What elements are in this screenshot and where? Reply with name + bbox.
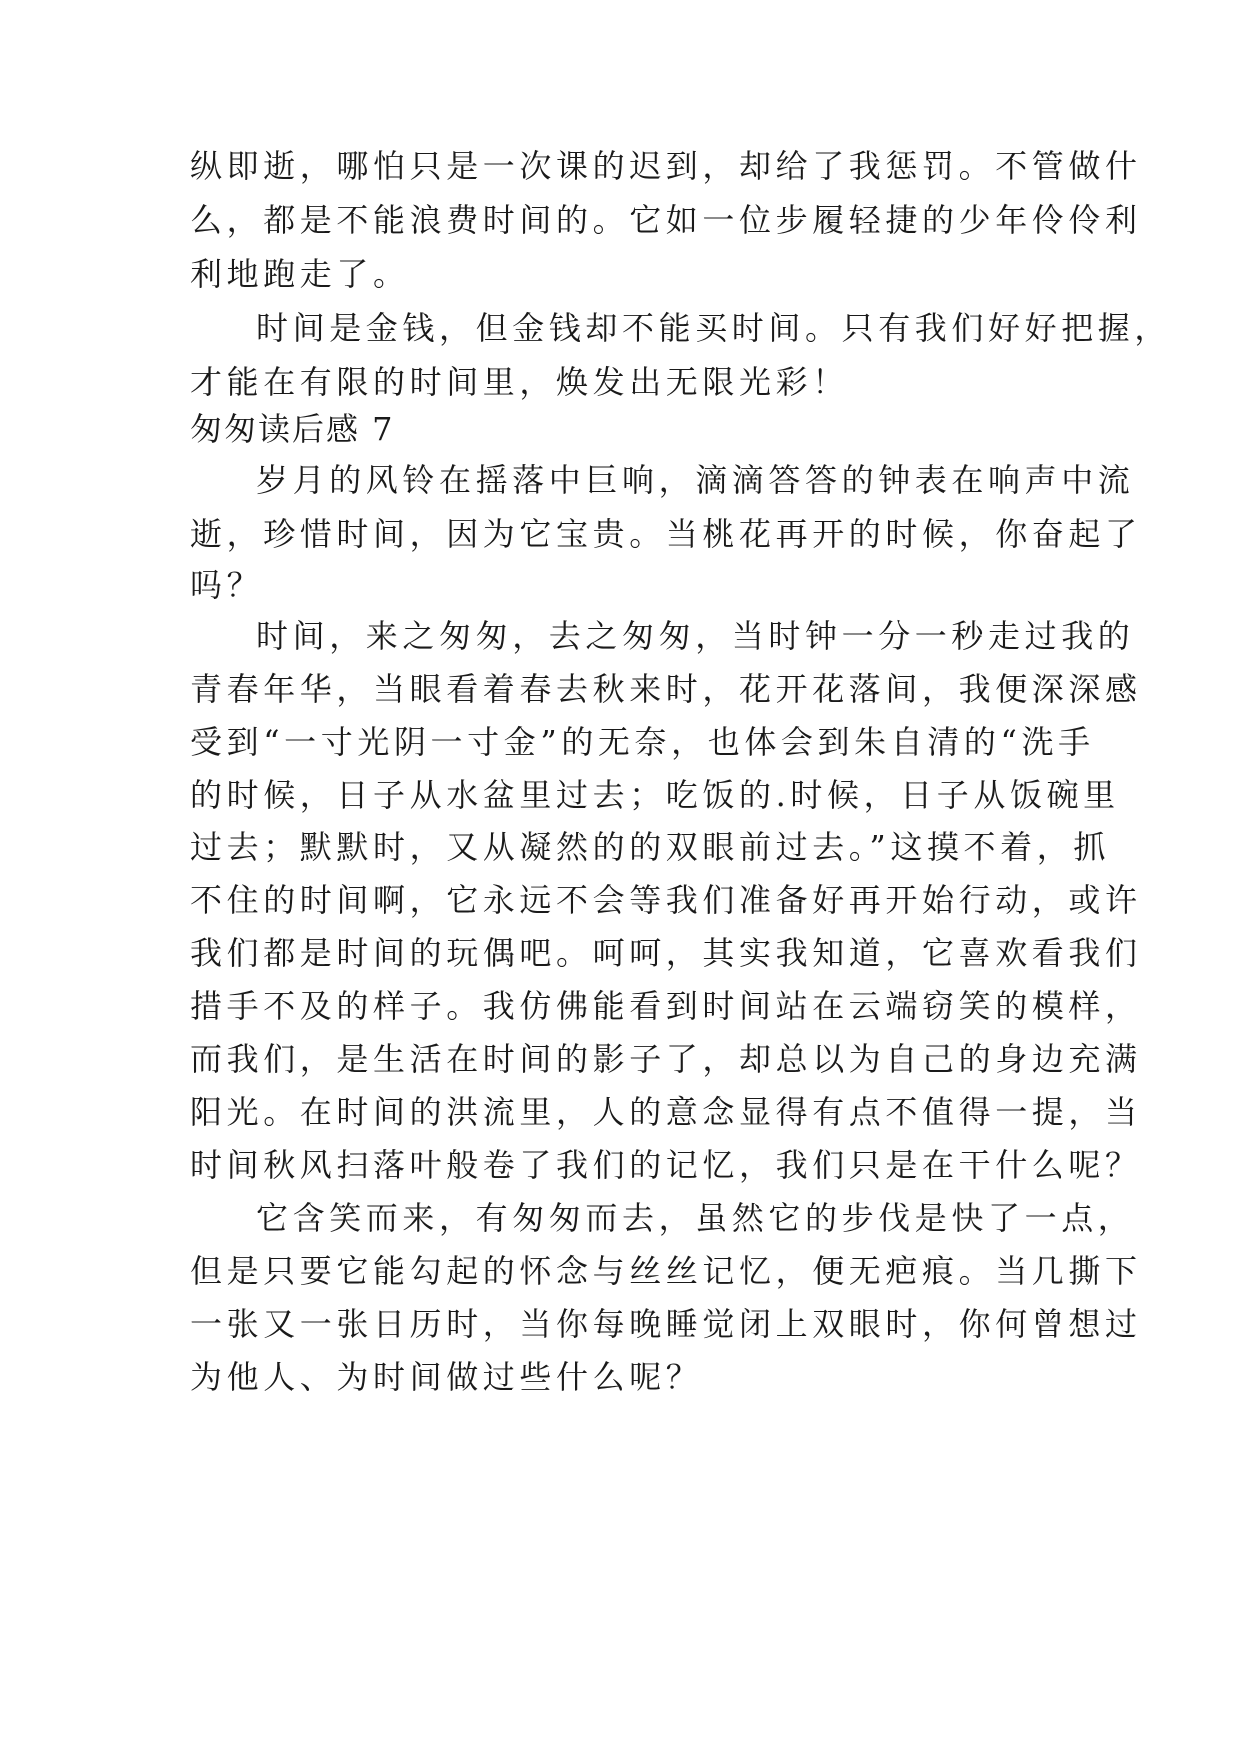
text-line: 才能在有限的时间里，焕发出无限光彩！ (190, 363, 849, 401)
text-line: 措手不及的样子。我仿佛能看到时间站在云端窃笑的模样， (190, 987, 1142, 1025)
paragraph-first-line: 时间，来之匆匆，去之匆匆，当时钟一分一秒走过我的 (256, 617, 1135, 655)
text-line: 阳光。在时间的洪流里，人的意念显得有点不值得一提，当 (190, 1093, 1142, 1131)
text-line: 不住的时间啊，它永远不会等我们准备好再开始行动，或许 (190, 881, 1142, 919)
text-line: 而我们，是生活在时间的影子了，却总以为自己的身边充满 (190, 1040, 1142, 1078)
text-line: 我们都是时间的玩偶吧。呵呵，其实我知道，它喜欢看我们 (190, 934, 1142, 972)
paragraph-first-line: 时间是金钱，但金钱却不能买时间。只有我们好好把握， (256, 309, 1172, 347)
text-line: 过去；默默时，又从凝然的的双眼前过去。”这摸不着，抓 (190, 828, 1110, 866)
text-line: 利地跑走了。 (190, 255, 410, 293)
text-line: 么，都是不能浪费时间的。它如一位步履轻捷的少年伶伶利 (190, 201, 1142, 239)
text-line: 但是只要它能勾起的怀念与丝丝记忆，便无疤痕。当几撕下 (190, 1252, 1142, 1290)
section-heading: 匆匆读后感 7 (190, 410, 395, 448)
text-line: 逝，珍惜时间，因为它宝贵。当桃花再开的时候，你奋起了 (190, 515, 1142, 553)
text-line: 为他人、为时间做过些什么呢？ (190, 1358, 703, 1396)
text-line: 青春年华，当眼看着春去秋来时，花开花落间，我便深深感 (190, 670, 1142, 708)
text-line: 一张又一张日历时，当你每晚睡觉闭上双眼时，你何曾想过 (190, 1305, 1142, 1343)
paragraph-first-line: 岁月的风铃在摇落中巨响，滴滴答答的钟表在响声中流 (256, 461, 1135, 499)
text-line: 时间秋风扫落叶般卷了我们的记忆，我们只是在干什么呢？ (190, 1146, 1142, 1184)
text-line: 的时候，日子从水盆里过去；吃饭的.时候，日子从饭碗里 (190, 776, 1120, 814)
paragraph-first-line: 它含笑而来，有匆匆而去，虽然它的步伐是快了一点， (256, 1199, 1135, 1237)
text-line: 吗？ (190, 566, 264, 604)
text-line: 受到“一寸光阴一寸金”的无奈，也体会到朱自清的“洗手 (190, 723, 1095, 761)
text-line: 纵即逝，哪怕只是一次课的迟到，却给了我惩罚。不管做什 (190, 147, 1142, 185)
